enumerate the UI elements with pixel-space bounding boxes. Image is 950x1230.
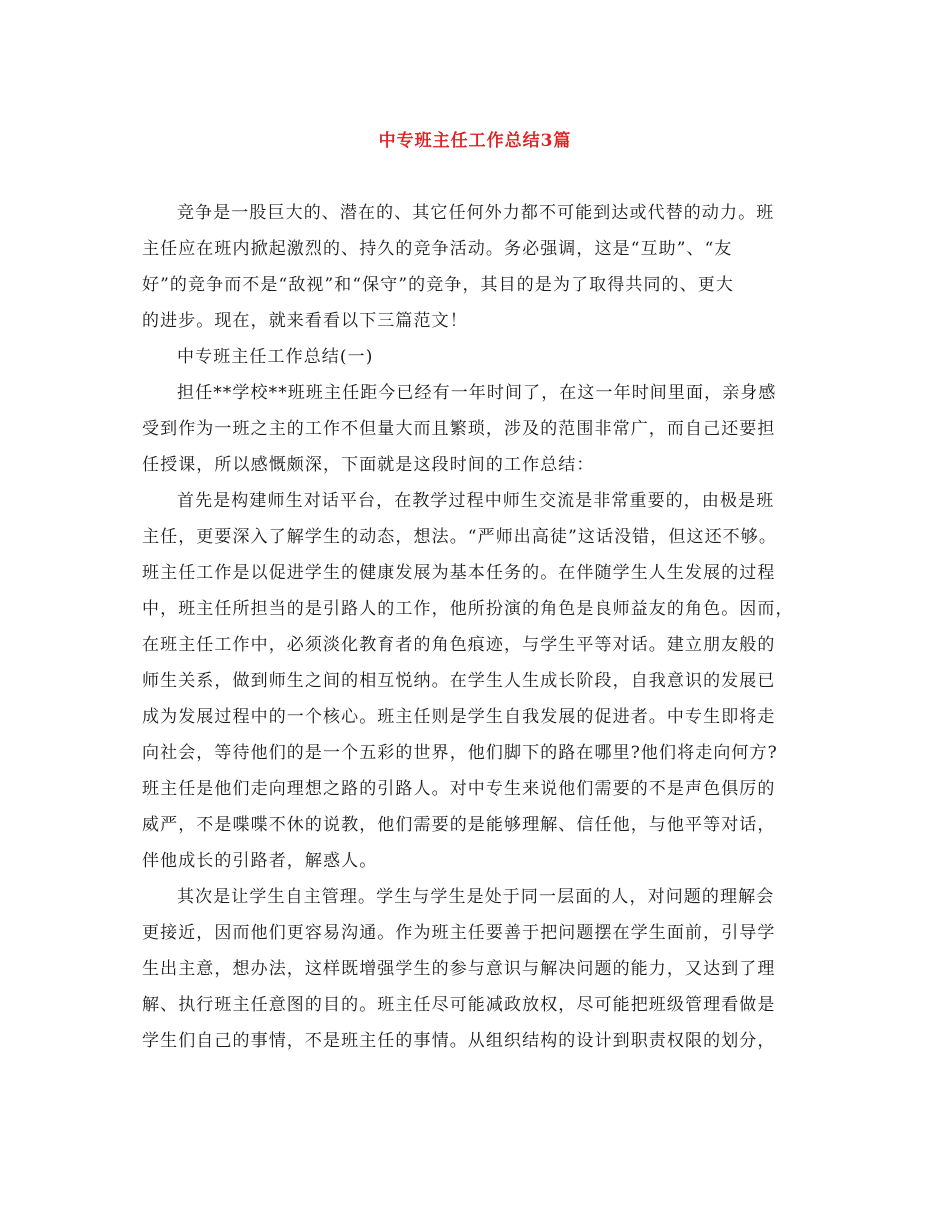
text-line: 受到作为一班之主的工作不但量大而且繁琐，涉及的范围非常广，而自己还要担 (142, 419, 776, 439)
document-title: 中专班主任工作总结3篇 (378, 131, 572, 151)
text-line: 学生们自己的事情，不是班主任的事情。从组织结构的设计到职责权限的划分， (142, 1031, 776, 1051)
text-line: 班主任工作是以促进学生的健康发展为基本任务的。在伴随学生人生发展的过程 (142, 563, 776, 583)
text-line: 师生关系，做到师生之间的相互悦纳。在学生人生成长阶段，自我意识的发展已 (142, 671, 776, 691)
text-line: 向社会，等待他们的是一个五彩的世界，他们脚下的路在哪里?他们将走向何方? (142, 743, 778, 763)
text-line: 主任，更要深入了解学生的动态，想法。“严师出高徒”这话没错，但这还不够。 (142, 527, 777, 547)
text-line: 中，班主任所担当的是引路人的工作，他所扮演的角色是良师益友的角色。因而， (142, 599, 794, 619)
text-line: 任授课，所以感慨颇深，下面就是这段时间的工作总结： (142, 455, 595, 475)
text-line: 竞争是一股巨大的、潜在的、其它任何外力都不可能到达或代替的动力。班 (177, 203, 775, 223)
text-line: 班主任是他们走向理想之路的引路人。对中专生来说他们需要的不是声色俱厉的 (142, 779, 776, 799)
text-line: 解、执行班主任意图的目的。班主任尽可能减政放权，尽可能把班级管理看做是 (142, 995, 776, 1015)
text-line: 生出主意，想办法，这样既增强学生的参与意识与解决问题的能力，又达到了理 (142, 959, 776, 979)
text-line: 担任**学校**班班主任距今已经有一年时间了，在这一年时间里面，亲身感 (177, 383, 777, 403)
text-line: 首先是构建师生对话平台，在教学过程中师生交流是非常重要的，由极是班 (177, 491, 775, 511)
text-line: 成为发展过程中的一个核心。班主任则是学生自我发展的促进者。中专生即将走 (142, 707, 776, 727)
text-line: 其次是让学生自主管理。学生与学生是处于同一层面的人，对问题的理解会 (177, 887, 775, 907)
text-line: 伴他成长的引路者，解惑人。 (142, 851, 378, 871)
text-line: 在班主任工作中，必须淡化教育者的角色痕迹，与学生平等对话。建立朋友般的 (142, 635, 776, 655)
text-line: 主任应在班内掀起激烈的、持久的竞争活动。务必强调，这是“互助”、“友 (142, 239, 733, 259)
text-line: 的进步。现在，就来看看以下三篇范文！ (142, 311, 468, 331)
section-heading: 中专班主任工作总结(一) (177, 347, 374, 367)
text-line: 好”的竞争而不是“敌视”和“保守”的竞争，其目的是为了取得共同的、更大 (142, 275, 734, 295)
text-line: 更接近，因而他们更容易沟通。作为班主任要善于把问题摆在学生面前，引导学 (142, 923, 776, 943)
text-line: 威严，不是喋喋不休的说教，他们需要的是能够理解、信任他，与他平等对话， (142, 815, 776, 835)
